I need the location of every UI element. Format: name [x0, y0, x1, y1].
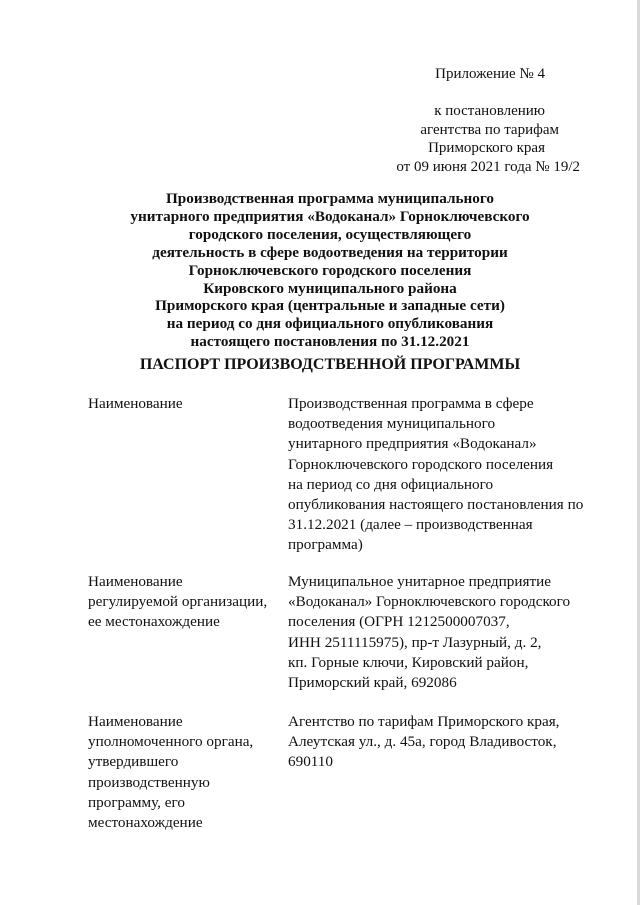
- title-line: Кировского муниципального района: [203, 279, 457, 297]
- value-line: кп. Горные ключи, Кировский район,: [288, 653, 529, 671]
- value-line: «Водоканал» Горноключевского городского: [288, 593, 571, 611]
- value-line: Алеутская ул., д. 45а, город Владивосток,: [288, 733, 557, 751]
- title-line: на период со дня официального опубликования: [166, 315, 494, 333]
- document-title: [80, 190, 580, 351]
- value-line: 31.12.2021 (далее – производственная: [288, 516, 533, 534]
- label-line: уполномоченного органа,: [88, 733, 254, 751]
- label-line: Наименование: [88, 395, 183, 412]
- title-line: деятельность в сфере водоотведения на территории: [152, 243, 508, 261]
- row-value: [288, 572, 608, 693]
- row-label: [88, 572, 278, 633]
- label-line: регулируемой организации,: [88, 593, 268, 611]
- value-line: Производственная программа в сфере: [288, 395, 534, 412]
- label-line: местонахождение: [88, 814, 203, 832]
- row-label: [88, 394, 278, 414]
- label-line: производственную: [88, 773, 210, 791]
- value-line: на период со дня официального: [288, 475, 494, 493]
- appendix-number: Приложение № 4: [435, 66, 545, 82]
- value-line: опубликования настоящего постановления по: [288, 496, 584, 514]
- appendix-line-3: Приморского края: [428, 140, 545, 156]
- appendix-line-4: от 09 июня 2021 года № 19/2: [396, 159, 580, 175]
- appendix-line-2: агентства по тарифам: [420, 122, 559, 138]
- value-line: Муниципальное унитарное предприятие: [288, 573, 551, 590]
- title-line: Горноключевского городского поселения: [188, 261, 472, 279]
- title-line: Приморского края (центральные и западные сети): [155, 297, 505, 315]
- title-line: Производственная программа муниципального: [165, 190, 495, 207]
- appendix-line-1: к постановлению: [434, 103, 545, 119]
- row-label: [88, 712, 278, 833]
- label-line: утвердившего: [88, 753, 179, 771]
- title-line: унитарного предприятия «Водоканал» Горноключевского: [130, 207, 530, 225]
- label-line: Наименование: [88, 573, 183, 590]
- value-line: ИНН 2511115975), пр-т Лазурный, д. 2,: [288, 633, 542, 651]
- label-line: ее местонахождение: [88, 613, 220, 631]
- value-line: унитарного предприятия «Водоканал»: [288, 435, 537, 453]
- title-line: городского поселения, осуществляющего: [188, 225, 472, 243]
- label-line: программу, его: [88, 793, 185, 811]
- value-line: Горноключевского городского поселения: [288, 455, 554, 473]
- value-line: программа): [288, 536, 363, 554]
- title-line: настоящего постановления по 31.12.2021: [190, 333, 470, 351]
- value-line: 690110: [288, 753, 333, 771]
- row-value: [288, 394, 608, 556]
- label-line: Наименование: [88, 713, 183, 730]
- value-line: Агентство по тарифам Приморского края,: [288, 713, 560, 730]
- value-line: водоотведения муниципального: [288, 415, 496, 433]
- passport-heading: ПАСПОРТ ПРОИЗВОДСТВЕННОЙ ПРОГРАММЫ: [139, 356, 521, 373]
- row-value: [288, 712, 608, 773]
- value-line: поселения (ОГРН 1212500007037,: [288, 613, 510, 631]
- value-line: Приморский край, 692086: [288, 674, 457, 692]
